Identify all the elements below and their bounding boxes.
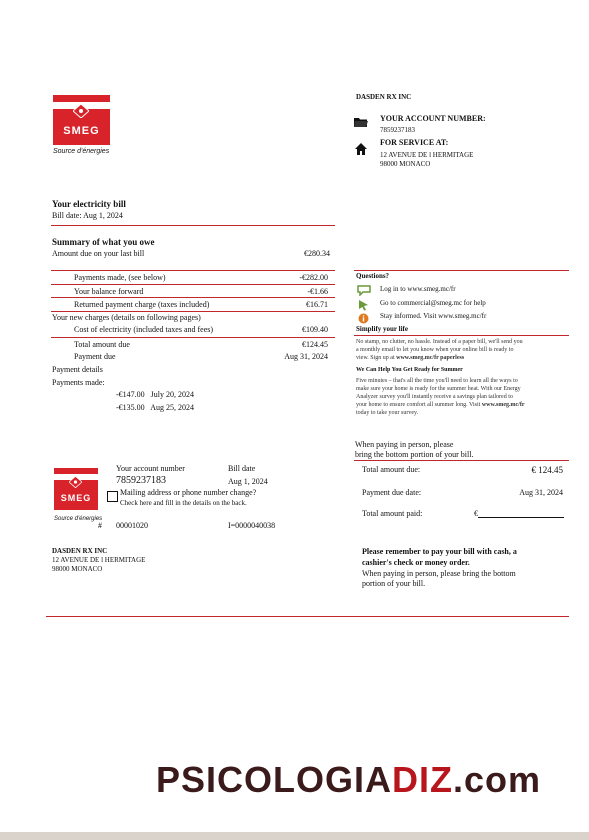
watermark: PSICOLOGIADIZ.com bbox=[156, 759, 542, 800]
commercial-link[interactable]: Go to commercial@smeg.mc for help bbox=[380, 299, 486, 307]
simplify-text: No stamp, no clutter, no hassle. Instead of a paper bill, we'll send you a monthly email to let you know when your online bill is ready to view. Sign up at www.smeg.mc/fr paperless bbox=[356, 339, 523, 361]
logo-tagline: Source d'énergies bbox=[53, 148, 110, 155]
stub-code-1: 00001020 bbox=[116, 521, 148, 530]
cost-label: Cost of electricity (included taxes and fees) bbox=[74, 325, 214, 334]
account-number-label: YOUR ACCOUNT NUMBER: bbox=[380, 114, 486, 123]
last-bill-label: Amount due on your last bill bbox=[52, 249, 145, 258]
paperless-link[interactable]: www.smeg.mc/fr paperless bbox=[396, 355, 465, 361]
stub-date-value: Aug 1, 2024 bbox=[228, 477, 268, 486]
payment-2: -€135.00 Aug 25, 2024 bbox=[116, 403, 194, 412]
smeg-logo bbox=[53, 95, 111, 165]
stub-date-label: Bill date bbox=[228, 464, 256, 473]
login-link[interactable]: Log in to www.smeg.mc/fr bbox=[380, 285, 456, 293]
total-value: €124.45 bbox=[302, 340, 328, 349]
pointer-icon bbox=[358, 299, 370, 311]
payment-1: -€147.00 July 20, 2024 bbox=[116, 390, 194, 399]
logo-brand-small: SMEG bbox=[60, 493, 92, 503]
stub-address-2: 98000 MONACO bbox=[52, 565, 103, 573]
payments-value: -€282.00 bbox=[299, 273, 328, 282]
bottom-strip bbox=[0, 832, 589, 840]
home-icon bbox=[355, 143, 367, 155]
hash-mark: # bbox=[98, 521, 102, 530]
last-bill-value: €280.34 bbox=[304, 249, 330, 258]
summer-title: We Can Help You Get Ready for Summer bbox=[356, 367, 463, 373]
logo-brand: SMEG bbox=[63, 125, 100, 137]
stub-total-label: Total amount due: bbox=[362, 465, 421, 474]
summary-title: Summary of what you owe bbox=[52, 237, 155, 247]
bill-date: Bill date: Aug 1, 2024 bbox=[52, 211, 123, 220]
bill-title: Your electricity bill bbox=[52, 199, 126, 209]
informed-link[interactable]: Stay informed. Visit www.smeg.mc/fr bbox=[380, 312, 487, 320]
stub-address-1: 12 AVENUE DE l HERMITAGE bbox=[52, 556, 146, 564]
total-label: Total amount due bbox=[74, 340, 130, 349]
mailing-label: Mailing address or phone number change? bbox=[120, 488, 257, 497]
questions-title: Questions? bbox=[356, 272, 390, 280]
logo-tagline-small: Source d'énergies bbox=[54, 516, 103, 522]
stub-paid-field[interactable]: € bbox=[474, 509, 564, 518]
remember-line-2: cashier's check or money order. bbox=[362, 558, 470, 567]
due-value: Aug 31, 2024 bbox=[284, 352, 328, 361]
survey-link[interactable]: www.smeg.mc/fr bbox=[481, 402, 525, 408]
stub-due-value: Aug 31, 2024 bbox=[519, 488, 563, 497]
stub-paid-label: Total amount paid: bbox=[362, 509, 423, 518]
remember-line-3: When paying in person, please bring the bottom bbox=[362, 569, 516, 578]
stub-account-value: 7859237183 bbox=[116, 475, 166, 486]
returned-label: Returned payment charge (taxes included) bbox=[74, 300, 210, 309]
balance-value: -€1.66 bbox=[307, 287, 328, 296]
payments-made-label: Payments made: bbox=[52, 378, 105, 387]
payments-label: Payments made, (see below) bbox=[74, 273, 166, 282]
inperson-line-1: When paying in person, please bbox=[355, 440, 454, 449]
payment-details-label: Payment details bbox=[52, 365, 103, 374]
service-address-2: 98000 MONACO bbox=[380, 160, 431, 168]
service-label: FOR SERVICE AT: bbox=[380, 138, 449, 147]
remember-line-1: Please remember to pay your bill with cash, a bbox=[362, 547, 517, 556]
folder-icon bbox=[354, 116, 368, 128]
remember-line-4: portion of your bill. bbox=[362, 579, 426, 588]
stub-due-label: Payment due date: bbox=[362, 488, 422, 497]
mailing-change-checkbox[interactable] bbox=[107, 491, 118, 502]
chat-icon bbox=[357, 285, 371, 296]
cost-value: €109.40 bbox=[302, 325, 328, 334]
inperson-line-2: bring the bottom portion of your bill. bbox=[355, 450, 474, 459]
stub-customer-name: DASDEN RX INC bbox=[52, 547, 108, 555]
stub-code-2: I=0000040038 bbox=[228, 521, 276, 530]
smeg-logo-small bbox=[54, 468, 103, 528]
stub-total-value: € 124.45 bbox=[531, 465, 563, 475]
info-icon bbox=[358, 313, 369, 324]
stub-account-label: Your account number bbox=[116, 464, 185, 473]
account-number-value: 7859237183 bbox=[380, 126, 415, 134]
simplify-title: Simplify your life bbox=[356, 325, 408, 333]
balance-label: Your balance forward bbox=[74, 287, 144, 296]
customer-name: DASDEN RX INC bbox=[356, 93, 412, 101]
summer-text: Five minutes – that's all the time you'll need to learn all the ways to make sure your home is ready for the summer heat. With our Energy Analyzer survey you'll instantly receive a savings plan tailored to your home to ensure comfort all summer long. Visit www.smeg.mc/fr today to take your survey. bbox=[356, 378, 525, 416]
returned-value: €16.71 bbox=[306, 300, 328, 309]
diamond-icon-small bbox=[69, 476, 82, 488]
diamond-icon bbox=[73, 104, 89, 118]
service-address-1: 12 AVENUE DE l HERMITAGE bbox=[380, 151, 474, 159]
new-charges-label: Your new charges (details on following pages) bbox=[52, 313, 201, 322]
mailing-sub: Check here and fill in the details on the back. bbox=[120, 499, 247, 507]
due-label: Payment due bbox=[74, 352, 116, 361]
